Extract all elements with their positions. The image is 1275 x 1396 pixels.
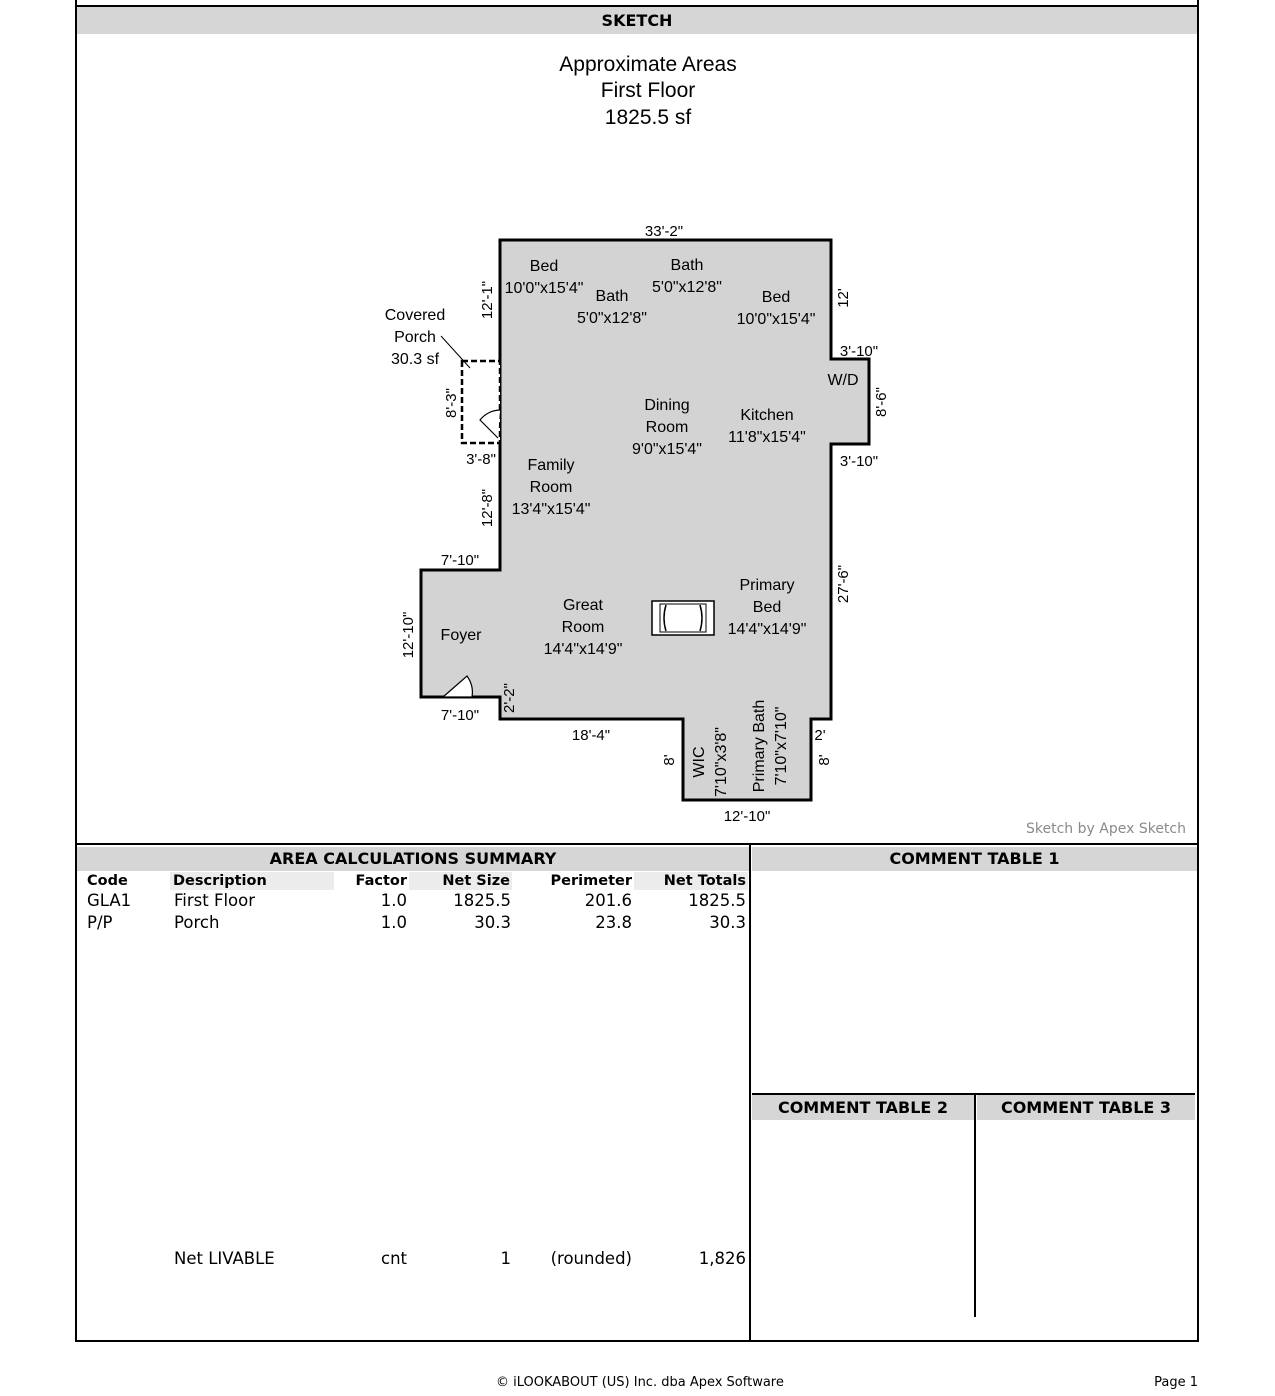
room-label-line: W/D [827,372,859,389]
room-label-line: Kitchen [740,407,794,424]
col-header-code: Code [87,873,128,889]
dimension-label: 2'-2" [500,683,518,713]
room-label-line: Family [527,457,575,474]
dimension-label: 3'-10" [839,452,879,470]
sketch-title-line-2: First Floor [600,79,696,102]
sketch-title-line-1: Approximate Areas [559,53,737,76]
table-divider [749,843,751,1342]
dimension-label: 3'-10" [839,342,879,360]
room-label-line: 5'0"x12'8" [577,310,647,327]
comment-table-3-header: COMMENT TABLE 3 [977,1095,1195,1120]
dimension-label: 8' [660,754,678,766]
row-code: GLA1 [87,891,132,910]
row-net-size: 30.3 [474,913,511,932]
row-factor: 1.0 [380,913,407,932]
col-header-net-size: Net Size [409,872,512,890]
section-divider [77,843,1197,845]
room-label-laundry [827,372,858,389]
room-label-line: Great [562,597,604,614]
room-label-line: 7'10"x7'10" [773,706,790,786]
row-perimeter: 23.8 [595,913,632,932]
room-label-line: Room [529,479,573,496]
room-label-line: Bed [761,289,791,306]
comment-table-1-header: COMMENT TABLE 1 [752,847,1197,871]
comment-table-2-3-divider [974,1093,976,1317]
dimension-label: 8' [815,754,833,766]
room-label-line: 9'0"x15'4" [632,441,702,458]
col-header-factor: Factor [355,873,407,889]
total-factor: cnt [381,1249,407,1268]
col-header-net-totals: Net Totals [634,872,748,890]
room-label-line: Bed [752,599,782,616]
room-label-line: 13'4"x15'4" [511,501,591,518]
room-label-line: Dining [644,397,690,414]
row-description: Porch [174,913,220,932]
room-label-line: Foyer [440,627,482,644]
row-description: First Floor [174,891,256,910]
dimension-label: 8'-3" [442,388,460,418]
dimension-label: 33'-2" [644,222,684,240]
dimension-label: 27'-6" [834,564,852,604]
dimension-label: 8'-6" [872,387,890,417]
area-summary-header: AREA CALCULATIONS SUMMARY [77,847,749,871]
room-label-line: Primary Bath [751,699,768,793]
dimension-label: 7'-10" [440,551,480,569]
row-factor: 1.0 [380,891,407,910]
room-label-line: 7'10"x3'8" [713,727,730,797]
room-label-line: 5'0"x12'8" [652,279,722,296]
row-net-totals: 30.3 [709,913,746,932]
room-label-line: 10'0"x15'4" [504,280,584,297]
total-perimeter: (rounded) [550,1249,632,1268]
room-label-line: 11'8"x15'4" [728,429,806,446]
room-label-line: Bath [670,257,704,274]
room-label-line: Bath [595,288,629,305]
room-label-line: 10'0"x15'4" [736,311,816,328]
dimension-label: 12' [834,288,852,308]
col-header-description: Description [170,872,334,890]
dimension-label: 12'-10" [723,807,771,825]
total-description: Net LIVABLE [174,1249,275,1268]
row-code: P/P [87,913,113,932]
dimension-label: 2' [814,726,826,744]
footer-copyright: © iLOOKABOUT (US) Inc. dba Apex Software [496,1375,784,1390]
room-label-line: 14'4"x14'9" [543,641,623,658]
room-label-line: Porch [394,329,436,346]
fireplace-symbol [652,601,714,635]
dimension-label: 12'-10" [399,611,417,659]
sketch-credit: Sketch by Apex Sketch [1026,821,1186,837]
room-label-foyer [441,627,483,644]
room-label-line: Primary [739,577,795,594]
dimension-label: 18'-4" [571,726,611,744]
sketch-header: SKETCH [77,7,1197,34]
room-label-line: Bed [529,258,559,275]
row-net-totals: 1825.5 [688,891,746,910]
dimension-label: 12'-1" [478,280,496,320]
dimension-label: 7'-10" [440,706,480,724]
row-perimeter: 201.6 [584,891,632,910]
comment-table-2-header: COMMENT TABLE 2 [752,1095,974,1120]
sketch-title-line-3: 1825.5 sf [604,106,692,129]
porch-leader-line [441,336,470,368]
room-label-line: Covered [384,307,446,324]
room-label-line: WIC [691,746,708,778]
total-net-totals: 1,826 [698,1249,746,1268]
col-header-perimeter: Perimeter [550,873,632,889]
room-label-line: 30.3 sf [390,351,440,368]
room-label-line: Room [561,619,605,636]
total-net-size: 1 [500,1249,511,1268]
dimension-label: 3'-8" [466,450,496,468]
room-label-covered-porch [385,307,445,368]
room-label-line: Room [645,419,689,436]
room-label-line: 14'4"x14'9" [727,621,807,638]
footer-page-number: Page 1 [1154,1375,1198,1390]
row-net-size: 1825.5 [453,891,511,910]
dimension-label: 12'-8" [478,488,496,528]
